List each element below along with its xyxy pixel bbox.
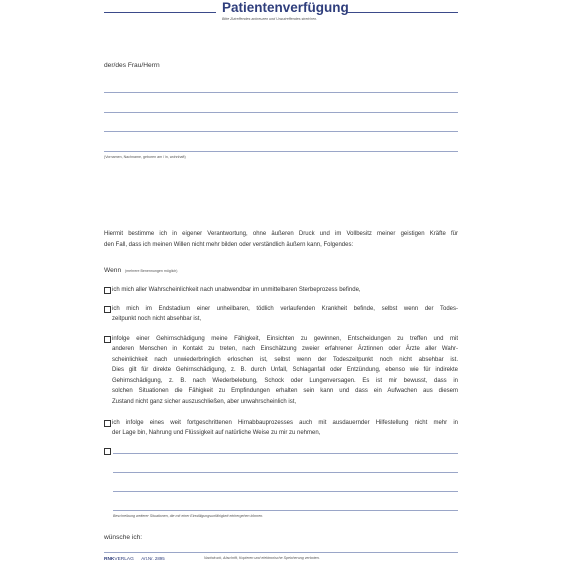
option-line: zeitpunkt noch nicht absehbar ist, [112, 316, 202, 323]
option-3-checkbox[interactable] [104, 336, 111, 343]
header-rule-right [347, 12, 458, 13]
option-line: infolge einer Gehirnschädigung meine Fähigkeit, Einsichten zu gewinnen, Entscheidungen zu treffen und mit [112, 335, 458, 342]
option-1-checkbox[interactable] [104, 287, 111, 294]
person-line-3[interactable] [104, 131, 458, 132]
person-line-1[interactable] [104, 92, 458, 93]
other-caption: Beschreibung weiterer Situationen, die mit einer Einwilligungsunfähigkeit einhergehen können. [113, 514, 264, 518]
person-label: der/des Frau/Herrn [104, 62, 160, 69]
option-line: ich mich im Endstadium einer unheilbaren, tödlich verlaufenden Krankheit befinde, selbst wenn der Todes- [112, 305, 458, 312]
intro-line: Hiermit bestimme ich in eigener Verantwortung, ohne äußeren Druck und im Vollbesitz meiner geistigen Kräfte für [104, 231, 458, 237]
option-4-checkbox[interactable] [104, 420, 111, 427]
other-line-4[interactable] [113, 510, 458, 511]
wenn-text: Wenn [104, 267, 122, 274]
option-line: Gehirnschädigung, z. B. nach Wiederbelebung, Schock oder Lungenversagen. Es ist mir bewusst, dass in [112, 377, 458, 384]
article-number: Art.Nr. 2895 [141, 556, 165, 561]
option-line: der Lage bin, Nahrung und Flüssigkeit auf natürliche Weise zu mir zu nehmen, [112, 430, 321, 437]
option-3-text [112, 334, 458, 408]
brand-bold: RNK [104, 557, 115, 562]
document-subtitle: Bitte Zutreffendes ankreuzen und Unzutreffendes streichen. [222, 17, 318, 21]
brand-rest: VERLAG [114, 557, 134, 562]
other-line-2[interactable] [113, 472, 458, 473]
wenn-label [104, 267, 178, 274]
option-line: scheinlichkeit nach unwiederbringlich erloschen ist, selbst wenn der Todeszeitpunkt noch nicht absehbar ist. [112, 356, 458, 363]
option-line: ich infolge eines weit fortgeschrittenen Hirnabbauprozesses auch mit ausdauernder Hilfestellung nicht mehr in [112, 419, 458, 426]
option-5-checkbox[interactable] [104, 448, 111, 455]
option-line: anderen Menschen in Kontakt zu treten, nach Einschätzung zweier erfahrener Ärztinnen oder Ärzte aller Wahr- [112, 346, 458, 353]
publisher-brand [104, 556, 165, 562]
intro-paragraph [104, 229, 458, 250]
footer-rule [104, 552, 458, 553]
option-line: ich mich aller Wahrscheinlichkeit nach unabwendbar im unmittelbaren Sterbeprozess befinde, [112, 286, 361, 293]
option-4-text [112, 418, 458, 439]
person-line-4[interactable] [104, 151, 458, 152]
header-rule-left [104, 12, 216, 13]
option-line: solchen Situationen die Fähigkeit zu Empfindungen erhalten sein kann und dass ein Aufwachen aus diesem [112, 388, 458, 395]
option-line: Dies gilt für direkte Gehirnschädigung, z. B. durch Unfall, Schlaganfall oder Entzündung, ebenso wie für indirekte [112, 367, 458, 374]
person-caption: (Vornamen, Nachname, geboren am / in, wohnhaft) [104, 155, 186, 159]
wenn-note: (mehrere Benennungen möglich) [124, 269, 178, 273]
wish-label: wünsche ich: [104, 534, 143, 541]
option-2-text [112, 304, 458, 325]
option-line: Zustand nicht ganz sicher auszuschließen, aber unwahrscheinlich ist, [112, 399, 297, 406]
option-2-checkbox[interactable] [104, 306, 111, 313]
other-line-1[interactable] [113, 453, 458, 454]
option-1-text [112, 285, 458, 296]
other-line-3[interactable] [113, 491, 458, 492]
document-title: Patientenverfügung [222, 0, 349, 15]
intro-line: den Fall, dass ich meinen Willen nicht mehr bilden oder verständlich äußern kann, Folgendes: [104, 241, 354, 248]
copyright-note: Nachdruck, Abschrift, Kopieren und elektronische Speicherung verboten. [204, 556, 320, 560]
person-line-2[interactable] [104, 112, 458, 113]
